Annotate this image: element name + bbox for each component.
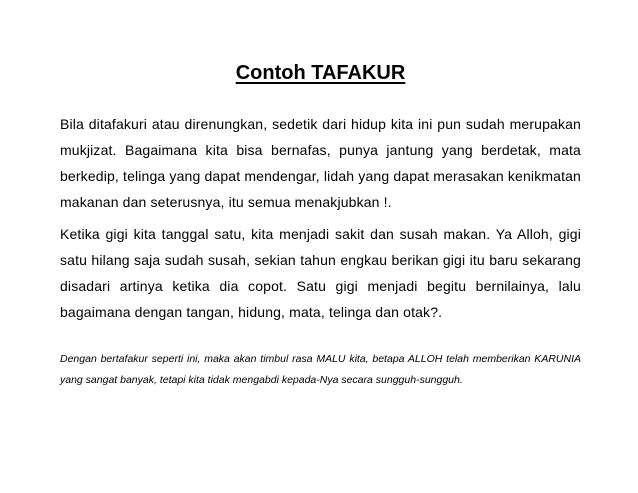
paragraph-tooth-example: Ketika gigi kita tanggal satu, kita menjadi sakit dan susah makan. Ya Alloh, gigi satu hilang saja sudah susah, sekian tahun engkau berikan gigi itu baru sekarang disadari artinya ketika dia copot. Satu gigi menjadi begitu bernilainya, lalu bagaimana dengan tangan, hidung, mata, telinga dan otak?. [60, 226, 581, 320]
paragraph-reflection: Bila ditafakuri atau direnungkan, sedetik dari hidup kita ini pun sudah merupakan mukjizat. Bagaimana kita bisa bernafas, punya jantung yang berdetak, mata berkedip, telinga yang dapat mendengar, lidah yang dapat merasakan kenikmatan makanan dan seterusnya, itu semua menakjubkan !. [60, 116, 581, 210]
document-title: Contoh TAFAKUR [235, 62, 406, 84]
closing-note: Dengan bertafakur seperti ini, maka akan timbul rasa MALU kita, betapa ALLOH telah memberikan KARUNIA yang sangat banyak, tetapi kita tidak mengabdi kepada-Nya secara sungguh-sungguh. [60, 353, 581, 386]
